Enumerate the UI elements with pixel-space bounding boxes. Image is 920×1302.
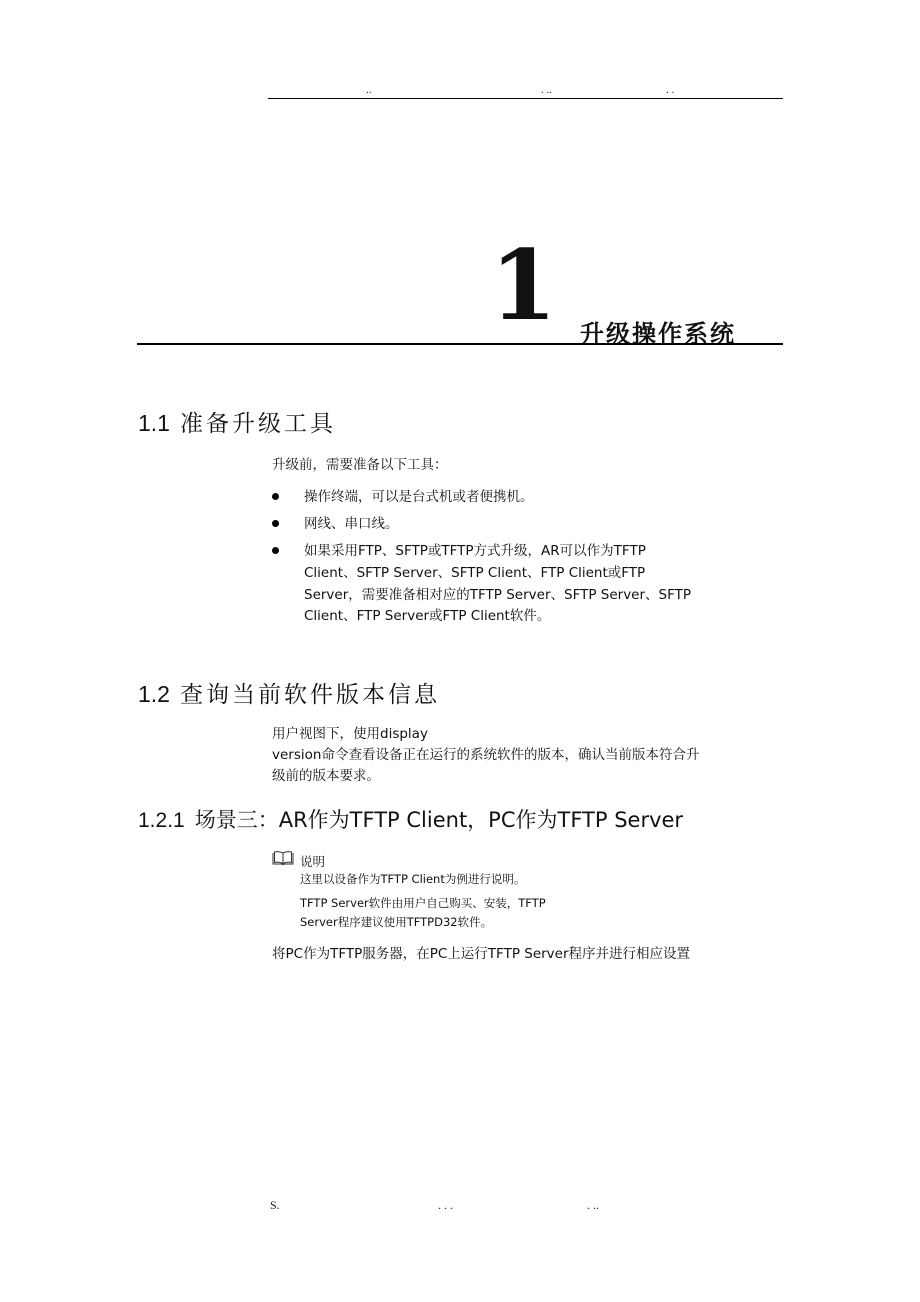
note-line-3: Server程序建议使用TFTPD32软件。 bbox=[300, 915, 493, 929]
section-heading-1-2 bbox=[138, 676, 440, 709]
footer-left: S. bbox=[270, 1198, 280, 1212]
footer-right: . .. bbox=[587, 1198, 599, 1212]
bullet-icon bbox=[272, 493, 279, 500]
chapter-number: 1 bbox=[490, 229, 557, 342]
header-dots-3: . . bbox=[666, 84, 675, 96]
bullet-1: 操作终端，可以是台式机或者便携机。 bbox=[304, 489, 534, 505]
header-rule bbox=[268, 98, 783, 99]
book-icon bbox=[272, 851, 294, 865]
header-dots-1: .. bbox=[366, 84, 372, 96]
section-1-1-intro: 升级前，需要准备以下工具： bbox=[272, 457, 448, 473]
bullet-icon bbox=[272, 547, 279, 554]
subsection-number: 1.2.1 bbox=[138, 809, 185, 832]
chapter-title: 升级操作系统 bbox=[580, 320, 736, 348]
header-dots-2: . .. bbox=[541, 84, 552, 96]
chapter-rule bbox=[137, 343, 783, 345]
section-1-2-line-3: 级前的版本要求。 bbox=[272, 768, 380, 784]
section-number: 1.1 bbox=[138, 410, 170, 436]
section-heading-1-1 bbox=[138, 405, 336, 438]
footer-middle: . . . bbox=[438, 1198, 453, 1212]
section-1-2-line-1: 用户视图下，使用display bbox=[272, 726, 428, 742]
subsection-heading-1-2-1 bbox=[138, 804, 683, 834]
subsection-title: 场景三：AR作为TFTP Client，PC作为TFTP Server bbox=[194, 808, 684, 832]
note-line-2: TFTP Server软件由用户自己购买、安装，TFTP bbox=[300, 896, 546, 910]
note-label: 说明 bbox=[300, 854, 326, 869]
note-line-1: 这里以设备作为TFTP Client为例进行说明。 bbox=[300, 872, 526, 886]
bullet-3-line-3: Server，需要准备相对应的TFTP Server、SFTP Server、SFTP bbox=[304, 587, 692, 603]
bullet-3-line-2: Client、SFTP Server、SFTP Client、FTP Client或FTP bbox=[304, 565, 646, 581]
section-1-2-line-2: version命令查看设备正在运行的系统软件的版本，确认当前版本符合升 bbox=[272, 747, 700, 763]
section-title: 准备升级工具 bbox=[179, 411, 336, 437]
section-title: 查询当前软件版本信息 bbox=[179, 682, 440, 708]
section-1-2-1-paragraph: 将PC作为TFTP服务器，在PC上运行TFTP Server程序并进行相应设置 bbox=[272, 946, 691, 962]
bullet-2: 网线、串口线。 bbox=[304, 516, 399, 532]
section-number: 1.2 bbox=[138, 681, 170, 707]
bullet-3-line-1: 如果采用FTP、SFTP或TFTP方式升级，AR可以作为TFTP bbox=[304, 543, 646, 559]
bullet-icon bbox=[272, 520, 279, 527]
bullet-3-line-4: Client、FTP Server或FTP Client软件。 bbox=[304, 608, 551, 624]
